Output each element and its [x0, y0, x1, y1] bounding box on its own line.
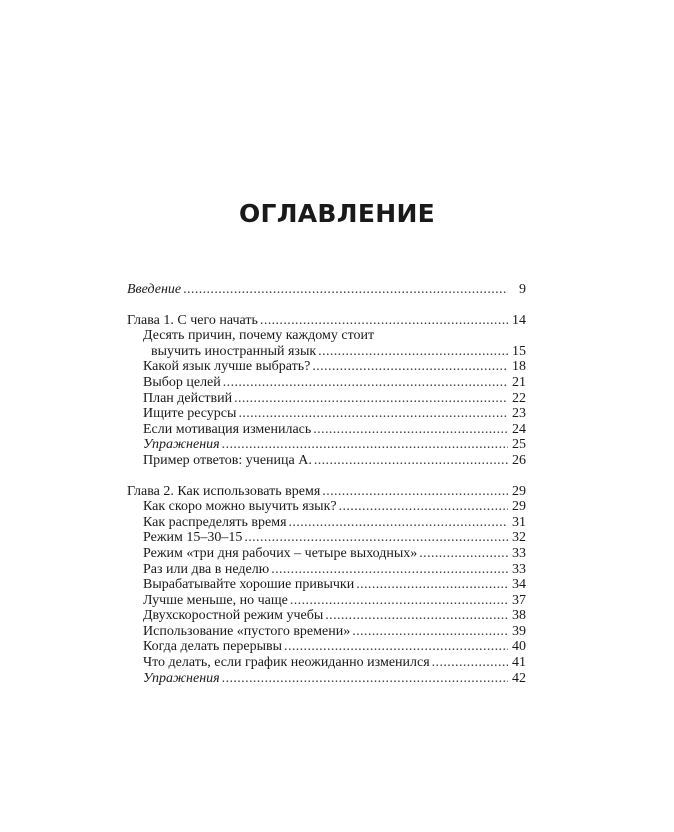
dot-leader: [222, 671, 508, 687]
table-of-contents: [127, 282, 526, 686]
toc-entry-page: 33: [512, 561, 526, 577]
dot-leader: [318, 344, 508, 360]
toc-entry[interactable]: [127, 422, 526, 438]
toc-entry[interactable]: [127, 562, 526, 578]
toc-entry-page: 29: [512, 483, 526, 499]
dot-leader: [322, 484, 508, 500]
dot-leader: [419, 546, 508, 562]
toc-entry-label: Какой язык лучше выбрать?: [143, 359, 311, 375]
toc-entry-label: Режим «три дня рабочих – четыре выходных»: [143, 545, 418, 561]
dot-leader: [356, 577, 508, 593]
toc-entry-page: 18: [512, 359, 526, 375]
dot-leader: [312, 359, 508, 375]
toc-entry-label: Раз или два в неделю: [143, 561, 270, 577]
toc-entry-label: Двухскоростной режим учебы: [143, 608, 324, 624]
toc-entry-page: 22: [512, 390, 526, 406]
toc-entry[interactable]: [127, 406, 526, 422]
toc-chapter-label: Глава 1. С чего начать: [127, 312, 258, 328]
toc-entry-page: 34: [512, 577, 526, 593]
dot-leader: [183, 282, 508, 298]
dot-leader: [234, 391, 508, 407]
dot-leader: [313, 422, 508, 438]
toc-entry-page: 41: [512, 655, 526, 671]
toc-entry-label: Упражнения: [143, 437, 220, 453]
toc-chapter-2[interactable]: [127, 484, 526, 500]
dot-leader: [289, 515, 508, 531]
toc-entry[interactable]: [127, 608, 526, 624]
toc-entry[interactable]: [127, 655, 526, 671]
toc-entry-page: 42: [512, 670, 526, 686]
toc-entry[interactable]: [127, 359, 526, 375]
toc-entry[interactable]: [127, 499, 526, 515]
toc-entry-page: 29: [512, 499, 526, 515]
toc-entry-label: План действий: [143, 390, 233, 406]
toc-entry-label: Пример ответов: ученица А.: [143, 452, 312, 468]
toc-entry-page: 26: [512, 452, 526, 468]
toc-entry[interactable]: [127, 515, 526, 531]
toc-entry-page: 14: [512, 312, 526, 328]
toc-entry-page: 39: [512, 623, 526, 639]
toc-entry-label: Лучше меньше, но чаще: [143, 592, 288, 608]
toc-entry[interactable]: [127, 639, 526, 655]
dot-leader: [244, 530, 508, 546]
toc-entry-label: Что делать, если график неожиданно изменился: [143, 655, 430, 671]
dot-leader: [339, 499, 508, 515]
toc-entry-exercises[interactable]: [127, 437, 526, 453]
dot-leader: [352, 624, 508, 640]
toc-entry-label: Использование «пустого времени»: [143, 623, 351, 639]
toc-entry-page: 15: [512, 343, 526, 359]
dot-leader: [223, 375, 508, 391]
toc-entry-page: 38: [512, 608, 526, 624]
dot-leader: [284, 639, 508, 655]
toc-entry-page: 23: [512, 406, 526, 422]
toc-entry-page: 24: [512, 421, 526, 437]
toc-entry-label: Когда делать перерывы: [143, 639, 283, 655]
toc-entry-label: выучить иностранный язык: [151, 343, 317, 359]
dot-leader: [271, 562, 508, 578]
toc-entry[interactable]: [127, 546, 526, 562]
toc-entry[interactable]: [127, 624, 526, 640]
dot-leader: [314, 453, 508, 469]
toc-entry[interactable]: [127, 577, 526, 593]
toc-entry[interactable]: [127, 530, 526, 546]
toc-entry[interactable]: [127, 593, 526, 609]
toc-entry-label: Вырабатывайте хорошие привычки: [143, 577, 355, 593]
dot-leader: [260, 313, 508, 329]
toc-entry[interactable]: [127, 391, 526, 407]
toc-entry-label: Выбор целей: [143, 374, 221, 390]
toc-entry-page: 33: [512, 545, 526, 561]
toc-entry-page: 32: [512, 530, 526, 546]
toc-entry-exercises[interactable]: [127, 671, 526, 687]
dot-leader: [325, 608, 508, 624]
toc-entry-page: 9: [519, 282, 526, 297]
toc-entry-label: Режим 15–30–15: [143, 530, 243, 546]
dot-leader: [238, 406, 508, 422]
toc-entry[interactable]: [127, 453, 526, 469]
toc-entry-page: 31: [512, 514, 526, 530]
toc-entry-page: 37: [512, 592, 526, 608]
dot-leader: [432, 655, 508, 671]
toc-entry-page: 40: [512, 639, 526, 655]
toc-chapter-label: Глава 2. Как использовать время: [127, 483, 321, 499]
dot-leader: [290, 593, 508, 609]
dot-leader: [222, 437, 508, 453]
toc-entry[interactable]: [127, 344, 526, 360]
toc-entry-label: Как скоро можно выучить язык?: [143, 499, 337, 515]
toc-entry-label: Ищите ресурсы: [143, 406, 237, 422]
toc-chapter-1[interactable]: [127, 313, 526, 329]
page-title: ОГЛАВЛЕНИЕ: [238, 199, 436, 228]
toc-entry-label-line1[interactable]: Десять причин, почему каждому стоит: [143, 328, 375, 344]
toc-entry-label: Упражнения: [143, 670, 220, 686]
toc-entry-label: Если мотивация изменилась: [143, 421, 312, 437]
toc-entry-page: 21: [512, 374, 526, 390]
toc-entry[interactable]: [127, 375, 526, 391]
toc-entry-page: 25: [512, 437, 526, 453]
toc-entry-label: Введение: [127, 282, 182, 297]
toc-entry-label: Как распределять время: [143, 514, 287, 530]
toc-entry-intro[interactable]: [127, 282, 526, 298]
